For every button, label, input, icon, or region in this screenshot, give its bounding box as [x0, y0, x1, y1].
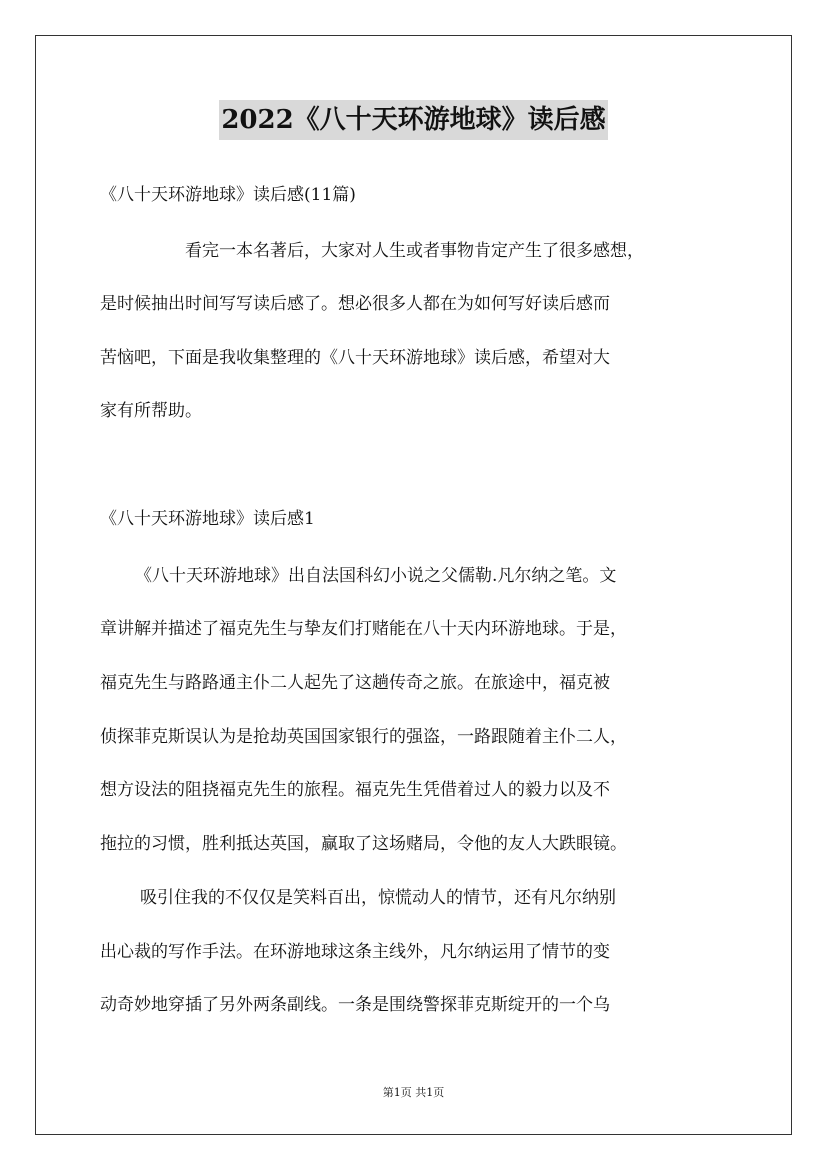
- document-title-wrap: [0, 100, 827, 140]
- body-line: 动奇妙地穿插了另外两条副线。一条是围绕警探菲克斯绽开的一个乌: [100, 995, 610, 1015]
- page-footer: 第1页 共1页: [382, 1086, 445, 1099]
- document-title: 2022《八十天环游地球》读后感: [219, 100, 607, 140]
- body-line: 章讲解并描述了福克先生与挚友们打赌能在八十天内环游地球。于是，: [100, 619, 627, 639]
- body-line: 《八十天环游地球》出自法国科幻小说之父儒勒.凡尔纳之笔。文: [135, 566, 617, 586]
- body-line: 拖拉的习惯，胜利抵达英国，赢取了这场赌局，令他的友人大跌眼镜。: [100, 834, 627, 854]
- body-line: 侦探菲克斯误认为是抢劫英国国家银行的强盗，一路跟随着主仆二人，: [100, 727, 627, 747]
- intro-line: 家有所帮助。: [100, 401, 202, 421]
- body-line: 想方设法的阻挠福克先生的旅程。福克先生凭借着过人的毅力以及不: [100, 780, 610, 800]
- section-heading: 《八十天环游地球》读后感1: [100, 509, 315, 529]
- body-line: 吸引住我的不仅仅是笑料百出，惊慌动人的情节，还有凡尔纳别: [140, 888, 616, 908]
- intro-line: 苦恼吧，下面是我收集整理的《八十天环游地球》读后感，希望对大: [100, 348, 610, 368]
- subtitle: 《八十天环游地球》读后感(11篇): [100, 185, 356, 205]
- body-line: 福克先生与路路通主仆二人起先了这趟传奇之旅。在旅途中，福克被: [100, 673, 610, 693]
- body-line: 出心裁的写作手法。在环游地球这条主线外，凡尔纳运用了情节的变: [100, 942, 610, 962]
- intro-line: 是时候抽出时间写写读后感了。想必很多人都在为如何写好读后感而: [100, 294, 610, 314]
- intro-line: 看完一本名著后，大家对人生或者事物肯定产生了很多感想，: [185, 241, 644, 261]
